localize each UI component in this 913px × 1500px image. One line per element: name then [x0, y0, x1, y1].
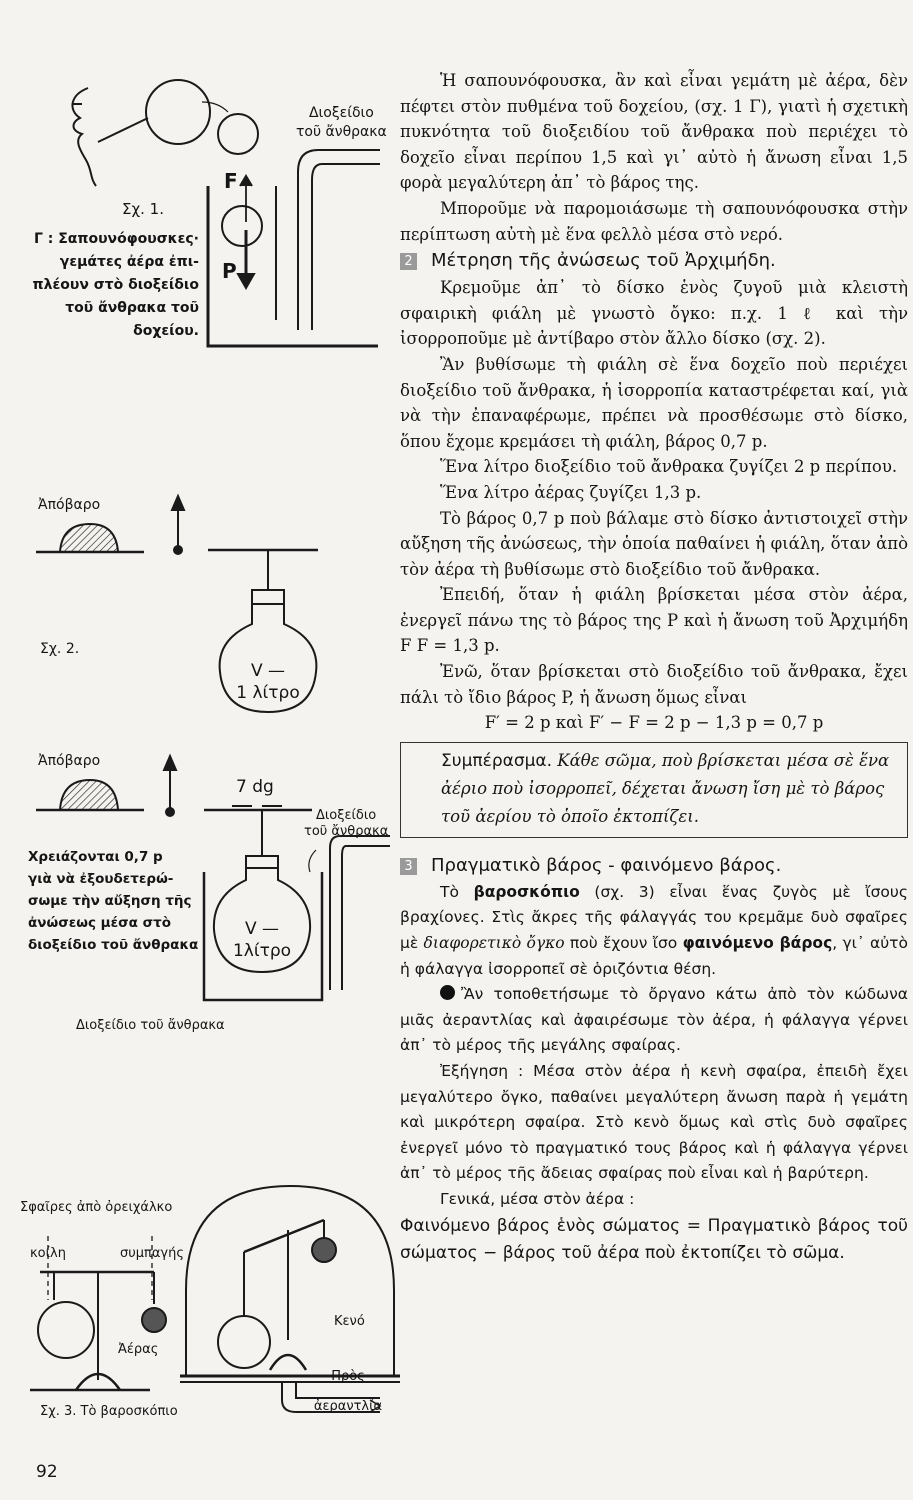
- paragraph-buoyancy-increase: Τὸ βάρος 0,7 p ποὺ βάλαμε στὸ δίσκο ἀντιστοιχεῖ στὴν αὔξηση τῆς ἀνώσεως, τὴν ὁποία παθαίνει ἡ φιάλη, ὅταν ἀπὸ τὸν ἀέρα τὴ βυθίσωμε στὸ διοξείδιο τοῦ ἄνθρακα.: [400, 508, 908, 579]
- section-title-2: Μέτρηση τῆς ἀνώσεως τοῦ Ἀρχιμήδη.: [431, 250, 776, 272]
- fig1-caption-line1: Γ : Σαπουνόφουσκες·: [33, 231, 199, 247]
- fig3-vacuum-label: Κενό: [334, 1314, 365, 1329]
- paragraph-baroscope: [400, 880, 908, 982]
- fig1-gas-label: [296, 104, 387, 142]
- soap-bubble-small: [218, 114, 258, 154]
- baroscope-different-volume: διαφορετικὸ ὄγκο: [423, 934, 565, 953]
- explanation-text-b: Μέσα στὸν ἀέρα ἡ κενὴ σφαίρα, ἐπειδὴ ἔχει μεγαλύτερο ὄγκο, παθαίνει μεγαλύτερη ἄνωση παρὰ ἡ γεμάτη καὶ μικρότερη σφαίρα. Στὸ κενὸ ὅμως καὶ στὶς δυὸ σφαῖρες ἐνεργεῖ μόνο τὸ: [400, 1062, 908, 1157]
- baroscope-apparent-weight: φαινόμενο βάρος: [682, 934, 833, 953]
- paragraph-flask: Κρεμοῦμε ἀπ᾽ τὸ δίσκο ἑνὸς ζυγοῦ μιὰ κλειστὴ σφαιρικὴ φιάλη μὲ γνωστὸ ὄγκο: π.χ. 1 ℓ καὶ τὴν ἰσορροποῦμε μὲ ἀντίβαρο στὸν ἄλλο δίσκο (σχ. 2).: [400, 278, 908, 349]
- baroscope-text-e: ποὺ ἔχουν ἴσο: [564, 934, 683, 953]
- fig2b-note: [28, 846, 208, 956]
- fig3-hollow-label: κοίλη: [30, 1246, 66, 1261]
- baroscope-text-c: (σχ. 3) εἶναι ἕνας ζυγὸς μὲ ἴσους βραχίονες. Στὶς ἄκρες τῆς φάλαγγάς του κρεμᾶμε δυὸ σφαῖρες μὲ: [400, 882, 908, 953]
- explanation-real-weight: πραγματικό τους βάρος: [535, 1138, 728, 1157]
- fig2b-note-line2: γιὰ νὰ ἐξουδετερώ-: [28, 871, 174, 887]
- baroscope-text-g: , γι᾽ αὐτὸ ἡ φάλαγγα ἰσορροπεῖ σὲ ὁριζόντια θέση.: [400, 934, 908, 978]
- soap-bubble-large: [146, 80, 210, 144]
- fig2-flask-line2: 1 λίτρο: [236, 683, 300, 703]
- fig1-caption-line5: δοχείου.: [133, 323, 199, 339]
- section-heading-3: [400, 852, 908, 880]
- fig2-counterweight-label: Ἀπόβαρο: [38, 497, 101, 513]
- fig2-caption: Σχ. 2.: [40, 641, 80, 657]
- pump-text: Ἂν τοποθετήσωμε τὸ ὄργανο κάτω ἀπὸ τὸν κώδωνα μιᾶς ἀεραντλίας καὶ ἀφαιρέσωμε τὸν ἀέρα, ἡ φάλαγγα γέρνει ἀπ᾽ τὸ μέρος τῆς μεγάλης σφαίρας.: [400, 985, 908, 1055]
- paragraph-explanation: [400, 1059, 908, 1187]
- fig2b-note-line5: διοξείδιο τοῦ ἄνθρακα: [28, 937, 199, 953]
- fig2b-flask-label: [230, 918, 294, 962]
- fig1-caption: [14, 228, 199, 343]
- paragraph-general: Γενικά, μέσα στὸν ἀέρα :: [440, 1189, 635, 1208]
- fig2b-flask-line1: V —: [244, 919, 280, 939]
- fig1-caption-line2: γεμάτες ἀέρα ἐπι-: [59, 254, 199, 270]
- paragraph-formula: Φαινόμενο βάρος ἑνὸς σώματος = Πραγματικὸ βάρος τοῦ σώματος − βάρος τοῦ ἀέρα ποὺ ἐκτοπίζει τὸ σῶμα.: [400, 1215, 908, 1263]
- baroscope-text-a: Τὸ: [440, 882, 474, 901]
- section-heading-2: [400, 247, 908, 275]
- fig2b-weight-label: 7 dg: [236, 777, 274, 797]
- fig2b-bottom-label: Διοξείδιο τοῦ ἄνθρακα: [76, 1018, 225, 1033]
- hollow-sphere-fig3: [38, 1302, 94, 1358]
- main-text-column: [400, 68, 908, 1267]
- fig2b-gas-label-line2: τοῦ ἄνθρακα: [304, 824, 389, 839]
- bubble-motion-arrow: [202, 102, 228, 112]
- section-title-3: Πραγματικὸ βάρος - φαινόμενο βάρος.: [431, 854, 782, 876]
- fig3-pump-label: [308, 1362, 388, 1422]
- fig2b-gas-label-line1: Διοξείδιο: [316, 808, 377, 823]
- bubble-pipe: [98, 118, 148, 142]
- paragraph-air-weight: Ἕνα λίτρο ἀέρας ζυγίζει 1,3 p.: [440, 482, 702, 502]
- fig2b-note-line4: ἀνώσεως μέσα στὸ: [28, 915, 172, 931]
- explanation-label: Ἐξήγηση :: [440, 1062, 524, 1080]
- figures-layer: [0, 0, 400, 1440]
- paragraph-co2-weight: Ἕνα λίτρο διοξείδιο τοῦ ἄνθρακα ζυγίζει 2 p περίπου.: [440, 457, 898, 477]
- bullet-dot-icon: [440, 985, 455, 1000]
- fig2b-counterweight-label: Ἀπόβαρο: [38, 753, 101, 769]
- fig1-caption-title: Σχ. 1.: [122, 200, 164, 218]
- paragraph-pump: [400, 982, 908, 1059]
- section-number-3: 3: [400, 858, 417, 875]
- fig3-pump-line2: ἀεραντλία: [313, 1399, 383, 1414]
- solid-sphere-fig3: [142, 1308, 166, 1332]
- force-f-label: F: [224, 169, 238, 193]
- fig2b-note-line3: σωμε τὴν αὔξηση τῆς: [28, 893, 192, 909]
- fig1-caption-line3: πλέουν στὸ διοξείδιο: [32, 277, 199, 293]
- counterweight-fig2: [60, 524, 118, 552]
- baroscope-term: βαροσκόπιο: [473, 882, 580, 901]
- force-p-label: P: [222, 259, 237, 283]
- paragraph-cork: Μποροῦμε νὰ παρομοιάσωμε τὴ σαπουνόφουσκα στὴν περίπτωση αὐτὴ μὲ ἕνα φελλὸ μέσα στὸ νερό.: [400, 198, 908, 244]
- explanation-text-d: καὶ ἡ φάλαγγα γέρνει ἀπ᾽ τὸ μέρος τῆς ἄδειας σφαίρας ποὺ εἶναι καὶ ἡ βαρύτερη.: [400, 1138, 908, 1183]
- section-number-2: 2: [400, 253, 417, 270]
- fig3-pump-line1: Πρὸς: [331, 1369, 365, 1384]
- paragraph-immerse: Ἂν βυθίσωμε τὴ φιάλη σὲ ἕνα δοχεῖο ποὺ περιέχει διοξείδιο τοῦ ἄνθρακα, ἡ ἰσορροπία καταστρέφεται καί, γιὰ νὰ τὴν ἐπαναφέρωμε, πρέπει νὰ προσθέσωμε στὸ δίσκο, ὅπου ἔχομε κρεμάσει τὴ φιάλη, βάρος 0,7 p.: [400, 354, 908, 451]
- page-number: 92: [36, 1462, 58, 1482]
- fig2-flask-line1: V —: [250, 661, 286, 681]
- gas-tube-fig2b: [330, 836, 390, 990]
- fig3-caption: Σχ. 3. Τὸ βαροσκόπιο: [40, 1404, 178, 1419]
- counterweight-fig2b: [60, 780, 118, 810]
- conclusion-box: [400, 742, 908, 838]
- gas-tube-fig1: [298, 150, 380, 330]
- paragraph-in-co2: Ἐνῶ, ὅταν βρίσκεται στὸ διοξείδιο τοῦ ἄνθρακα, ἔχει πάλι τὸ ἴδιο βάρος P, ἡ ἄνωση ὅμως εἶναι: [400, 662, 908, 707]
- paragraph-in-air: Ἐπειδή, ὅταν ἡ φιάλη βρίσκεται μέσα στὸν ἀέρα, ἐνεργεῖ πάνω της τὸ βάρος της P καὶ ἡ ἄνωση τοῦ Ἀρχιμήδη F F = 1,3 p.: [400, 585, 908, 656]
- fig2b-gas-label: [304, 808, 388, 840]
- fig2-flask-label: [236, 660, 300, 704]
- fig3-air-label: Ἀέρας: [118, 1342, 159, 1357]
- equation: F′ = 2 p καὶ F′ − F = 2 p − 1,3 p = 0,7 p: [484, 713, 824, 733]
- bubble-in-gas: [222, 206, 262, 246]
- fig2b-flask-line2: 1λίτρο: [232, 941, 292, 961]
- paragraph-bubble: Ἡ σαπουνόφουσκα, ἂν καὶ εἶναι γεμάτη μὲ ἀέρα, δὲν πέφτει στὸν πυθμένα τοῦ δοχείου, (σχ. 1 Γ), γιατὶ ἡ σχετικὴ πυκνότητα τοῦ διοξειδίου τοῦ ἄνθρακα ποὺ περιέχει τὸ δοχεῖο εἶναι περίπου 1,5 καὶ γι᾽ αὐτὸ ἡ ἄνωση εἶναι 1,5 φορὰ μεγαλύτερη ἀπ᾽ τὸ βάρος της.: [400, 71, 908, 193]
- fig3-solid-label: συμπαγής: [120, 1246, 184, 1261]
- figures-svg: [0, 0, 400, 1440]
- fig1-caption-line4: τοῦ ἄνθρακα τοῦ: [65, 300, 199, 316]
- fig1-gas-label-line1: Διοξείδιο: [308, 105, 374, 121]
- fig1-gas-label-line2: τοῦ ἄνθρακα: [296, 124, 387, 140]
- fig3-title: Σφαῖρες ἀπὸ ὀρειχάλκο: [20, 1200, 173, 1215]
- conclusion-text: Κάθε σῶμα, ποὺ βρίσκεται μέσα σὲ ἕνα ἀέριο ποὺ ἰσορροπεῖ, δέχεται ἄνωση ἴση μὲ τὸ βάρος τοῦ ἀερίου τὸ ὁποῖο ἐκτοπίζει.: [441, 750, 890, 826]
- fig2b-note-line1: Χρειάζονται 0,7 p: [28, 849, 163, 865]
- bell-jar-fig3: [186, 1186, 394, 1376]
- face-profile: [72, 88, 96, 186]
- conclusion-label: Συμπέρασμα.: [441, 750, 553, 771]
